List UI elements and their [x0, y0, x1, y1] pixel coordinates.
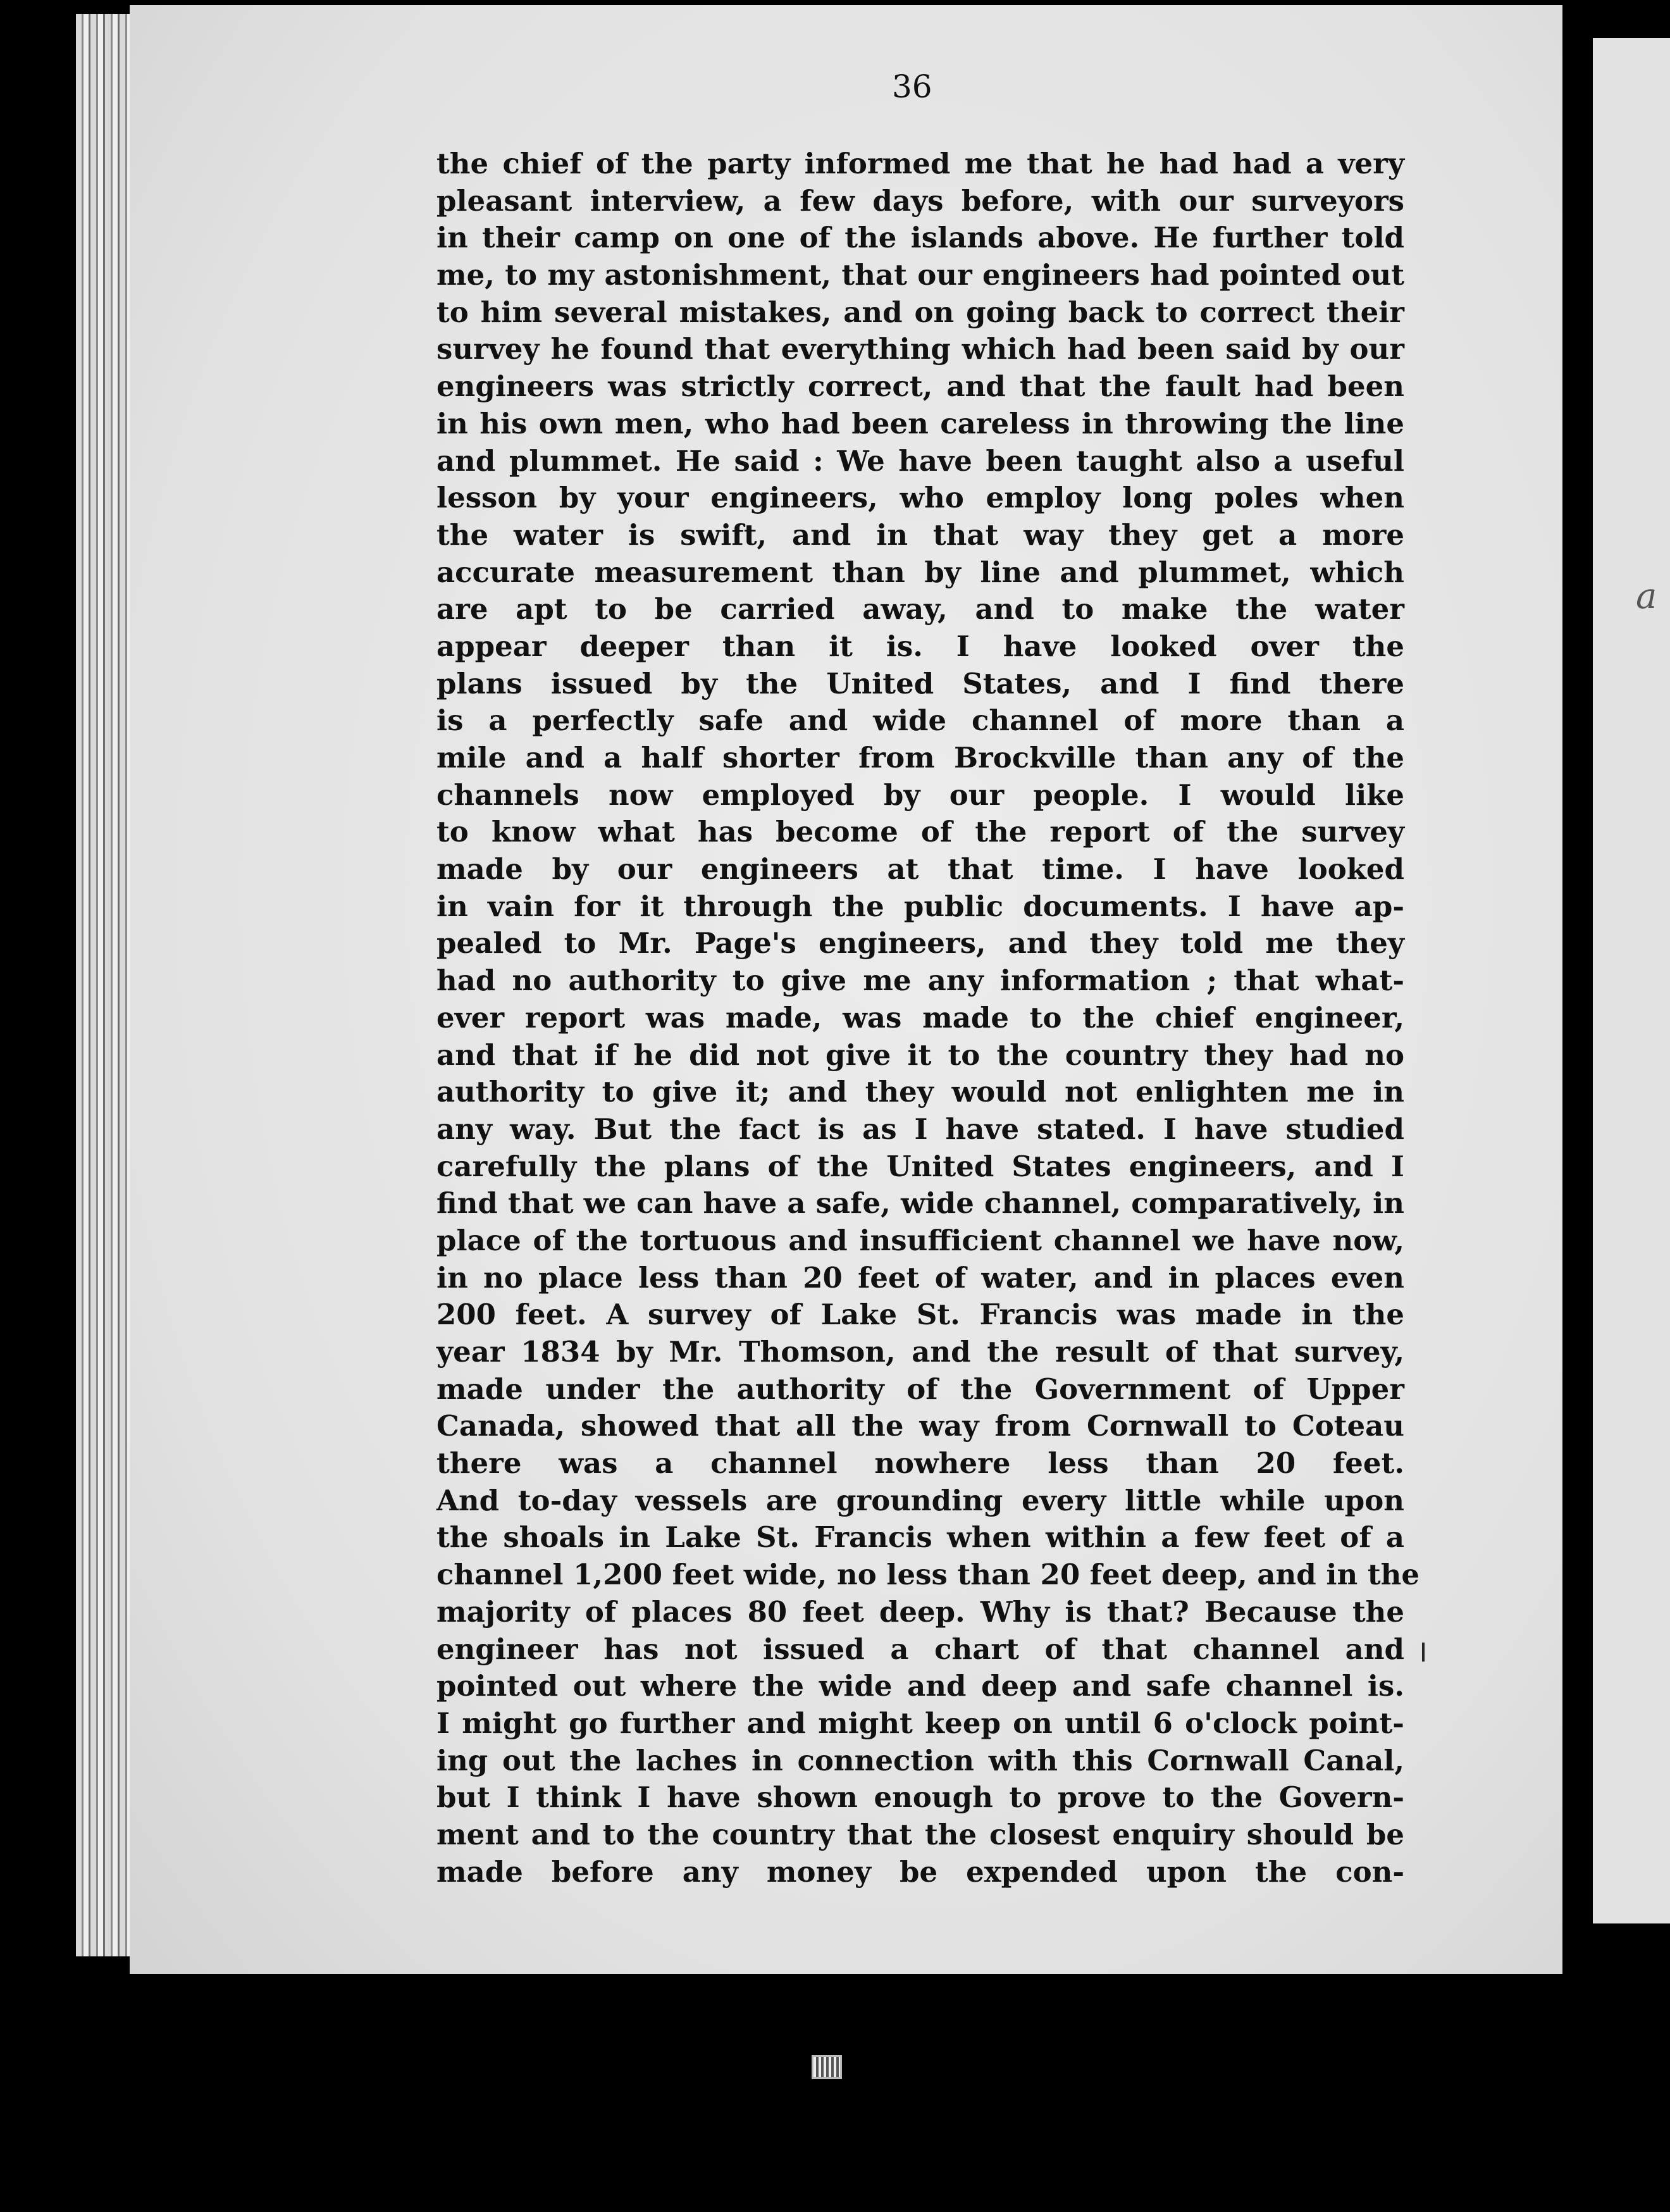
text-line: I might go further and might keep on until 6 o'clock point-	[436, 1706, 1404, 1740]
text-line: any way. But the fact is as I have stated. I have studied	[436, 1112, 1404, 1146]
text-line: in vain for it through the public documents. I have ap-	[436, 889, 1404, 923]
text-line: ing out the laches in connection with this Cornwall Canal,	[436, 1743, 1404, 1777]
text-line: but I think I have shown enough to prove to the Govern-	[436, 1780, 1404, 1815]
text-line: appear deeper than it is. I have looked over the	[436, 629, 1404, 663]
text-line: mile and a half shorter from Brockville than any of the	[436, 741, 1404, 774]
text-line: made by our engineers at that time. I have looked	[436, 852, 1404, 886]
facing-page-mark: a	[1636, 576, 1657, 617]
text-line: carefully the plans of the United States engineers, and I	[436, 1149, 1404, 1183]
text-line: survey he found that everything which had been said by our	[436, 332, 1404, 366]
text-line: find that we can have a safe, wide channel, comparatively, in	[436, 1186, 1404, 1221]
text-line: lesson by your engineers, who employ long poles when	[436, 481, 1404, 515]
text-line: and plummet. He said : We have been taught also a useful	[436, 444, 1404, 478]
text-line: accurate measurement than by line and plummet, which	[436, 555, 1404, 589]
text-line: me, to my astonishment, that our engineers had pointed out	[436, 258, 1404, 292]
text-line: pealed to Mr. Page's engineers, and they told me they	[436, 926, 1404, 960]
text-line: Canada, showed that all the way from Cornwall to Coteau	[436, 1409, 1404, 1443]
text-line: engineer has not issued a chart of that channel and	[436, 1632, 1404, 1666]
text-line: pleasant interview, a few days before, with our surveyors	[436, 183, 1404, 218]
page-number: 36	[892, 68, 932, 105]
text-line: the chief of the party informed me that he had had a very	[436, 147, 1404, 180]
margin-mark	[1422, 1643, 1425, 1662]
facing-page	[1593, 38, 1670, 1923]
book-gutter	[1562, 0, 1593, 2212]
text-line: authority to give it; and they would not enlighten me in	[436, 1075, 1404, 1109]
text-line: majority of places 80 feet deep. Why is that? Because the	[436, 1594, 1404, 1629]
text-line: ment and to the country that the closest enquiry should be	[436, 1817, 1404, 1851]
text-line: plans issued by the United States, and I find there	[436, 666, 1404, 700]
text-line: pointed out where the wide and deep and safe channel is.	[436, 1669, 1404, 1703]
text-line: in their camp on one of the islands above. He further told	[436, 221, 1404, 255]
text-line: are apt to be carried away, and to make the water	[436, 592, 1404, 626]
text-line: to him several mistakes, and on going back to correct their	[436, 295, 1404, 329]
text-line: in no place less than 20 feet of water, and in places even	[436, 1260, 1404, 1295]
text-line: made under the authority of the Government of Upper	[436, 1372, 1404, 1406]
text-line: had no authority to give me any information ; that what-	[436, 964, 1404, 998]
text-line: channels now employed by our people. I would like	[436, 778, 1404, 812]
text-line: 200 feet. A survey of Lake St. Francis was made in the	[436, 1298, 1404, 1332]
text-line: there was a channel nowhere less than 20 feet.	[436, 1446, 1404, 1481]
film-frame-stamp	[812, 2055, 842, 2079]
text-line: place of the tortuous and insufficient channel we have now,	[436, 1223, 1404, 1257]
text-line: year 1834 by Mr. Thomson, and the result of that survey,	[436, 1335, 1404, 1369]
text-line: in his own men, who had been careless in throwing the line	[436, 406, 1404, 440]
text-line: and that if he did not give it to the country they had no	[436, 1038, 1404, 1072]
text-line: the shoals in Lake St. Francis when within a few feet of a	[436, 1520, 1404, 1555]
text-line: is a perfectly safe and wide channel of more than a	[436, 704, 1404, 738]
text-line: engineers was strictly correct, and that the fault had been	[436, 370, 1404, 404]
text-line: And to-day vessels are grounding every little while upon	[436, 1483, 1404, 1517]
text-line: ever report was made, was made to the chief engineer,	[436, 1000, 1404, 1035]
text-line: to know what has become of the report of the survey	[436, 815, 1404, 849]
text-line: the water is swift, and in that way they get a more	[436, 518, 1404, 552]
body-text	[436, 146, 1420, 1891]
text-line: made before any money be expended upon the con-	[436, 1855, 1404, 1889]
text-line: channel 1,200 feet wide, no less than 20 feet deep, and in the	[436, 1558, 1420, 1592]
